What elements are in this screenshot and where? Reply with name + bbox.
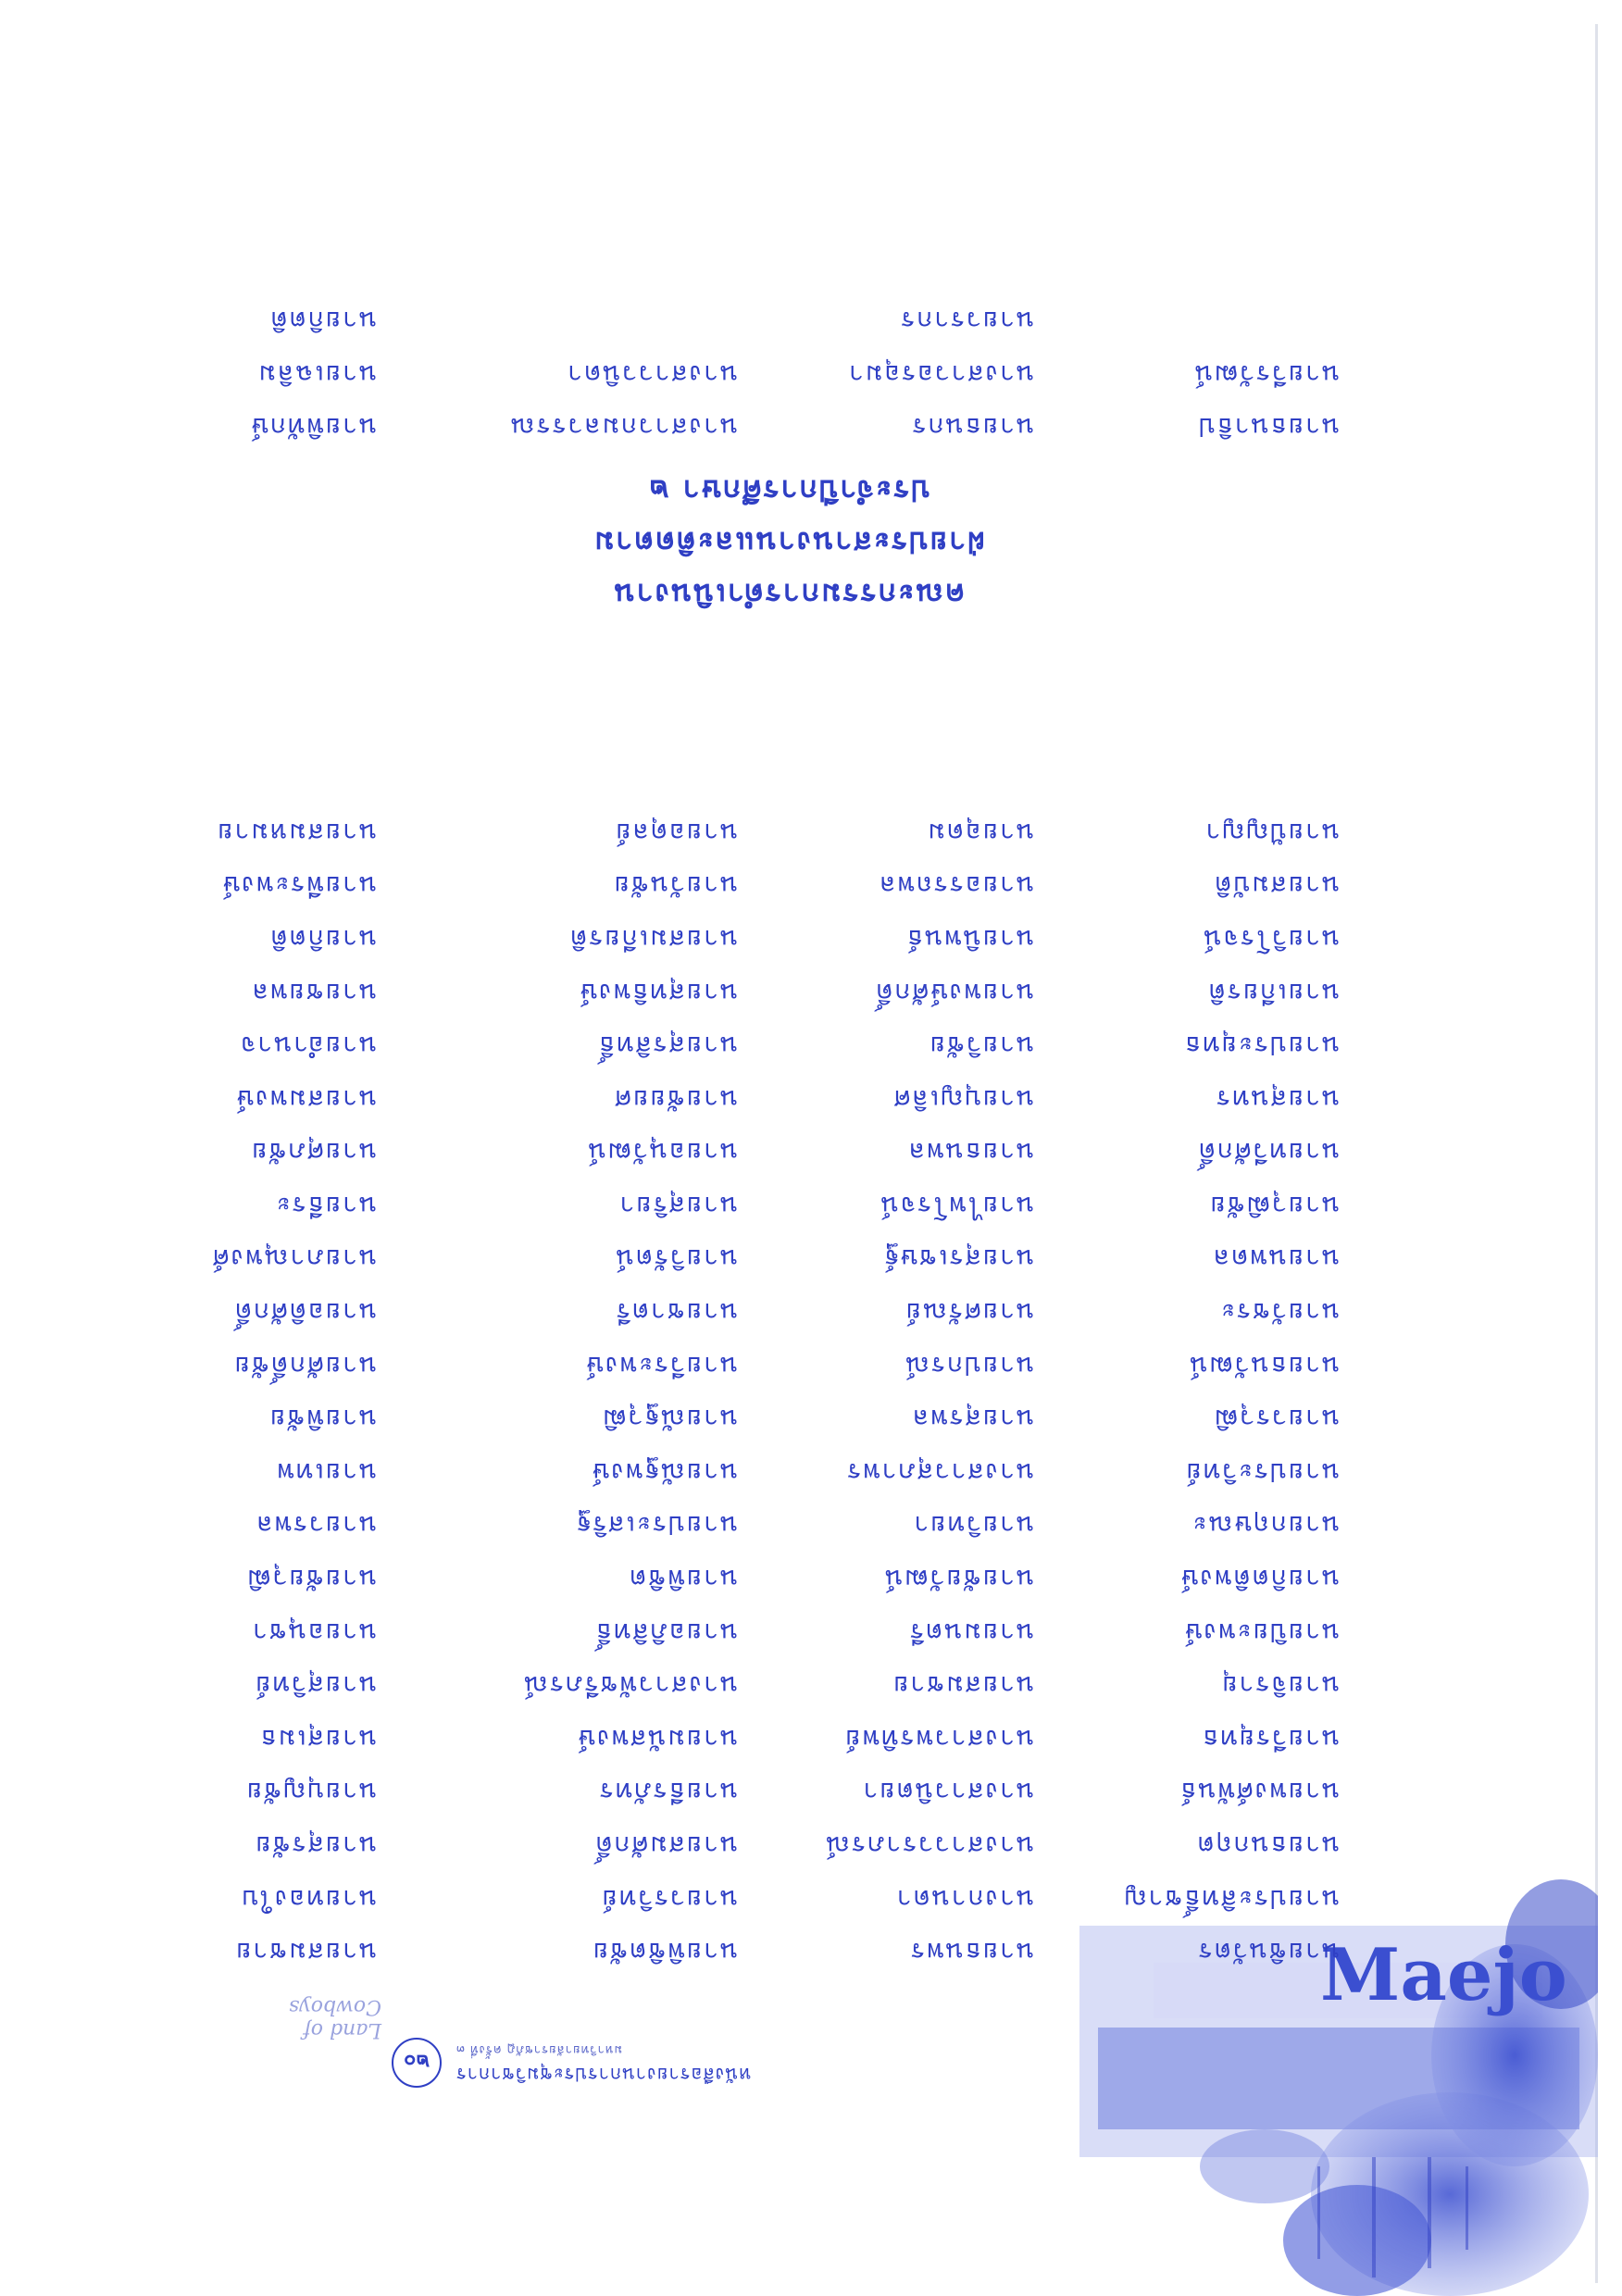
name-cell: นายวรากร — [899, 306, 1034, 337]
name-cell: นางสาวพรทิพย์ — [843, 1723, 1034, 1754]
name-cell: นายปิยะพงษ์ — [1182, 1616, 1340, 1648]
name-cell: นางสาววนิดา — [566, 358, 738, 390]
name-cell: นายเฉลิม — [256, 358, 377, 390]
name-cell: นายวีรยุทธ — [1201, 1723, 1340, 1754]
name-cell: นายพงศ์พันธ์ — [1179, 1777, 1340, 1808]
name-cell: นายบุญชัย — [244, 1777, 377, 1808]
footer-subtitle: มหาวิทยาลัยราชภัฏ ครั้งที่ ๓ — [455, 2042, 622, 2056]
table-row — [127, 1072, 1340, 1126]
table-row — [127, 1391, 1340, 1445]
name-cell: นางสาววราภรณ์ — [823, 1830, 1034, 1862]
table-row — [127, 1018, 1340, 1072]
table-row — [127, 1872, 1340, 1926]
table-row — [127, 400, 1340, 454]
table-row — [127, 966, 1340, 1019]
table-row — [127, 1658, 1340, 1712]
name-cell: นางสาวอรอุมา — [847, 358, 1034, 390]
heading-line-3: ประจำปีการศึกษา ๒ — [647, 473, 930, 508]
name-cell: นายพิชัย — [268, 1404, 377, 1435]
table-row — [127, 912, 1340, 966]
name-cell: นายชาตรี — [614, 1297, 738, 1329]
name-cell: นายสมชาย — [234, 1937, 377, 1968]
name-cell: นายพิทักษ์ — [249, 412, 377, 443]
name-cell: นายภาณุพงศ์ — [210, 1243, 377, 1275]
table-row — [127, 1499, 1340, 1553]
name-cell: นายอดิศักดิ์ — [232, 1297, 377, 1329]
name-cell: นายธีรภัทร — [597, 1777, 738, 1808]
table-row — [127, 1285, 1340, 1339]
name-cell: นายวุฒิชัย — [1208, 1190, 1340, 1221]
table-row — [127, 1552, 1340, 1605]
name-cell: นายจิรายุ — [1220, 1670, 1340, 1702]
name-cell: นายวิทยา — [912, 1510, 1034, 1541]
table-row — [127, 805, 1340, 859]
name-cell: นายกิตติ — [268, 923, 377, 955]
name-cell: นายมนตรี — [907, 1616, 1034, 1648]
name-cell: นายพงษ์ศักดิ์ — [874, 977, 1034, 1008]
name-cell: นายวรวุฒิ — [1212, 1404, 1340, 1435]
name-cell: นายธนพล — [906, 1137, 1034, 1168]
name-cell: นายชัยยศ — [613, 1083, 738, 1115]
table-row — [127, 1232, 1340, 1286]
name-cell: นายสมศักดิ์ — [593, 1830, 738, 1862]
page-number: ๒๐ — [392, 2038, 442, 2088]
table-row — [127, 347, 1340, 401]
name-cell: นายพิชิต — [628, 1564, 738, 1595]
name-cell: นายบุญเลิศ — [892, 1083, 1034, 1115]
name-cell: นายสุรเชษฐ์ — [882, 1243, 1034, 1275]
name-cell: นายอำนาจ — [238, 1030, 377, 1062]
heading-line-2: ฝ่ายประสานงานและติดตาม — [593, 525, 985, 560]
name-cell: นายธนพร — [909, 1937, 1034, 1968]
name-cell: นายสมเกียรติ — [568, 923, 738, 955]
table-row — [127, 859, 1340, 913]
table-row — [127, 1605, 1340, 1659]
name-cell: นายสมพงษ์ — [234, 1083, 377, 1115]
name-cell: นายประยุทธ — [1182, 1030, 1340, 1062]
name-cell: นายเทพ — [275, 1456, 377, 1488]
name-cell: นายมนัสพงษ์ — [576, 1723, 738, 1754]
page-footer — [289, 1995, 955, 2097]
name-cell: นายสมหมาย — [216, 817, 377, 848]
name-cell: นายศรัณย์ — [904, 1297, 1034, 1329]
name-cell: นายธนกฤต — [1195, 1830, 1340, 1862]
name-cell: นายวรพล — [255, 1510, 377, 1541]
name-cell: นายวันชัย — [612, 870, 738, 902]
name-cell: นายณัฐวุฒิ — [601, 1404, 738, 1435]
name-cell: นายวีรวัฒน์ — [1192, 358, 1340, 390]
name-cell: นายสุวิทย์ — [254, 1670, 377, 1702]
name-cell: นายปัญญา — [1204, 817, 1340, 848]
name-cell: นางสาวกมลวรรณ — [508, 412, 738, 443]
name-cell: นายวีระพงษ์ — [584, 1350, 738, 1381]
name-cell: นายอรรถพล — [878, 870, 1034, 902]
name-cell: นายทองใบ — [240, 1883, 377, 1915]
name-cell: นายชินวัตร — [1196, 1937, 1340, 1968]
name-cell: นางสาวนิตยา — [861, 1777, 1034, 1808]
name-cell: นายสุรชัย — [254, 1830, 377, 1862]
name-cell: นายอุดม — [926, 817, 1034, 848]
name-cell: นายอดุลย์ — [614, 817, 738, 848]
name-cell: นายธนาธิป — [1196, 412, 1340, 443]
name-cell: นายธีระ — [274, 1190, 377, 1221]
name-cell: นายปกรณ์ — [903, 1350, 1034, 1381]
name-cell: นายกฤษณะ — [1191, 1510, 1340, 1541]
name-cell: นายประวิทย์ — [1184, 1456, 1340, 1488]
name-cell: นายวัชระ — [1218, 1297, 1340, 1329]
name-cell: นายอนุชา — [251, 1616, 377, 1648]
name-cell: นายอนุวัฒน์ — [586, 1137, 738, 1168]
name-cell: นายสุนทร — [1215, 1083, 1340, 1115]
name-cell: นายสมบัติ — [1213, 870, 1340, 902]
name-list — [127, 805, 1340, 1978]
name-cell: นายวิชัย — [928, 1030, 1034, 1062]
name-cell: นายธนกร — [910, 412, 1034, 443]
name-cell: นายชยพล — [250, 977, 377, 1008]
name-cell: นายสุรพล — [910, 1404, 1034, 1435]
name-cell: นายสมชาย — [892, 1670, 1034, 1702]
name-cell: นายกิตติ — [268, 306, 377, 337]
name-cell: นางกานดา — [894, 1883, 1034, 1915]
name-cell: นายชัยวุฒิ — [245, 1564, 377, 1595]
section-heading — [474, 465, 1104, 620]
name-cell: นายกิตติพงษ์ — [1179, 1564, 1340, 1595]
name-cell: นางสาวสุภาพร — [845, 1456, 1034, 1488]
table-row — [127, 1766, 1340, 1819]
photo-logo: Maejo — [1320, 1933, 1567, 2017]
table-row — [127, 1445, 1340, 1499]
name-cell: นายอภิสิทธิ์ — [593, 1616, 738, 1648]
name-cell: นายสุทธิพงษ์ — [578, 977, 738, 1008]
name-cell: นายศุภชัย — [250, 1137, 377, 1168]
name-cell: นายวิโรจน์ — [1202, 923, 1340, 955]
officials-list — [127, 293, 1340, 454]
name-cell: นายศักดิ์ชัย — [232, 1350, 377, 1381]
table-row — [127, 1126, 1340, 1179]
name-cell: นายสุเมธ — [258, 1723, 377, 1754]
table-row — [127, 1925, 1340, 1978]
name-cell: นายพิชิตชัย — [591, 1937, 738, 1968]
table-row — [127, 1339, 1340, 1392]
name-cell: นายนพดล — [1211, 1243, 1340, 1275]
name-cell: นายสุริยา — [618, 1190, 738, 1221]
table-row — [127, 293, 1340, 347]
name-cell: นายไพโรจน์ — [879, 1190, 1034, 1221]
footer-script-text: Land of Cowboys — [289, 1995, 381, 2041]
table-row — [127, 1179, 1340, 1232]
table-row — [127, 1712, 1340, 1766]
name-cell: นายณัฐพงษ์ — [590, 1456, 738, 1488]
name-cell: นายชัยวัฒน์ — [883, 1564, 1034, 1595]
name-cell: นายพีระพงษ์ — [220, 870, 377, 902]
name-cell: นายเกียรติ — [1206, 977, 1340, 1008]
table-row — [127, 1818, 1340, 1872]
name-cell: นายธนวัฒน์ — [1188, 1350, 1340, 1381]
name-cell: นายประสิทธิ์ชาญ — [1122, 1883, 1340, 1915]
name-cell: นายสุรสิทธิ์ — [596, 1030, 738, 1062]
name-cell: นางสาวพัชรีภรณ์ — [521, 1670, 738, 1702]
name-cell: นายทวีศักดิ์ — [1196, 1137, 1340, 1168]
name-cell: นายประเสริฐ — [574, 1510, 738, 1541]
name-cell: นายนิพนธ์ — [905, 923, 1034, 955]
heading-line-1: คณะกรรมการดำเนินงาน — [612, 577, 966, 612]
name-cell: นายวรวิทย์ — [600, 1883, 738, 1915]
footer-title: หนังสือรายงานการประชุมวิชาการ — [455, 2064, 752, 2086]
name-cell: นายวิรัตน์ — [614, 1243, 738, 1275]
